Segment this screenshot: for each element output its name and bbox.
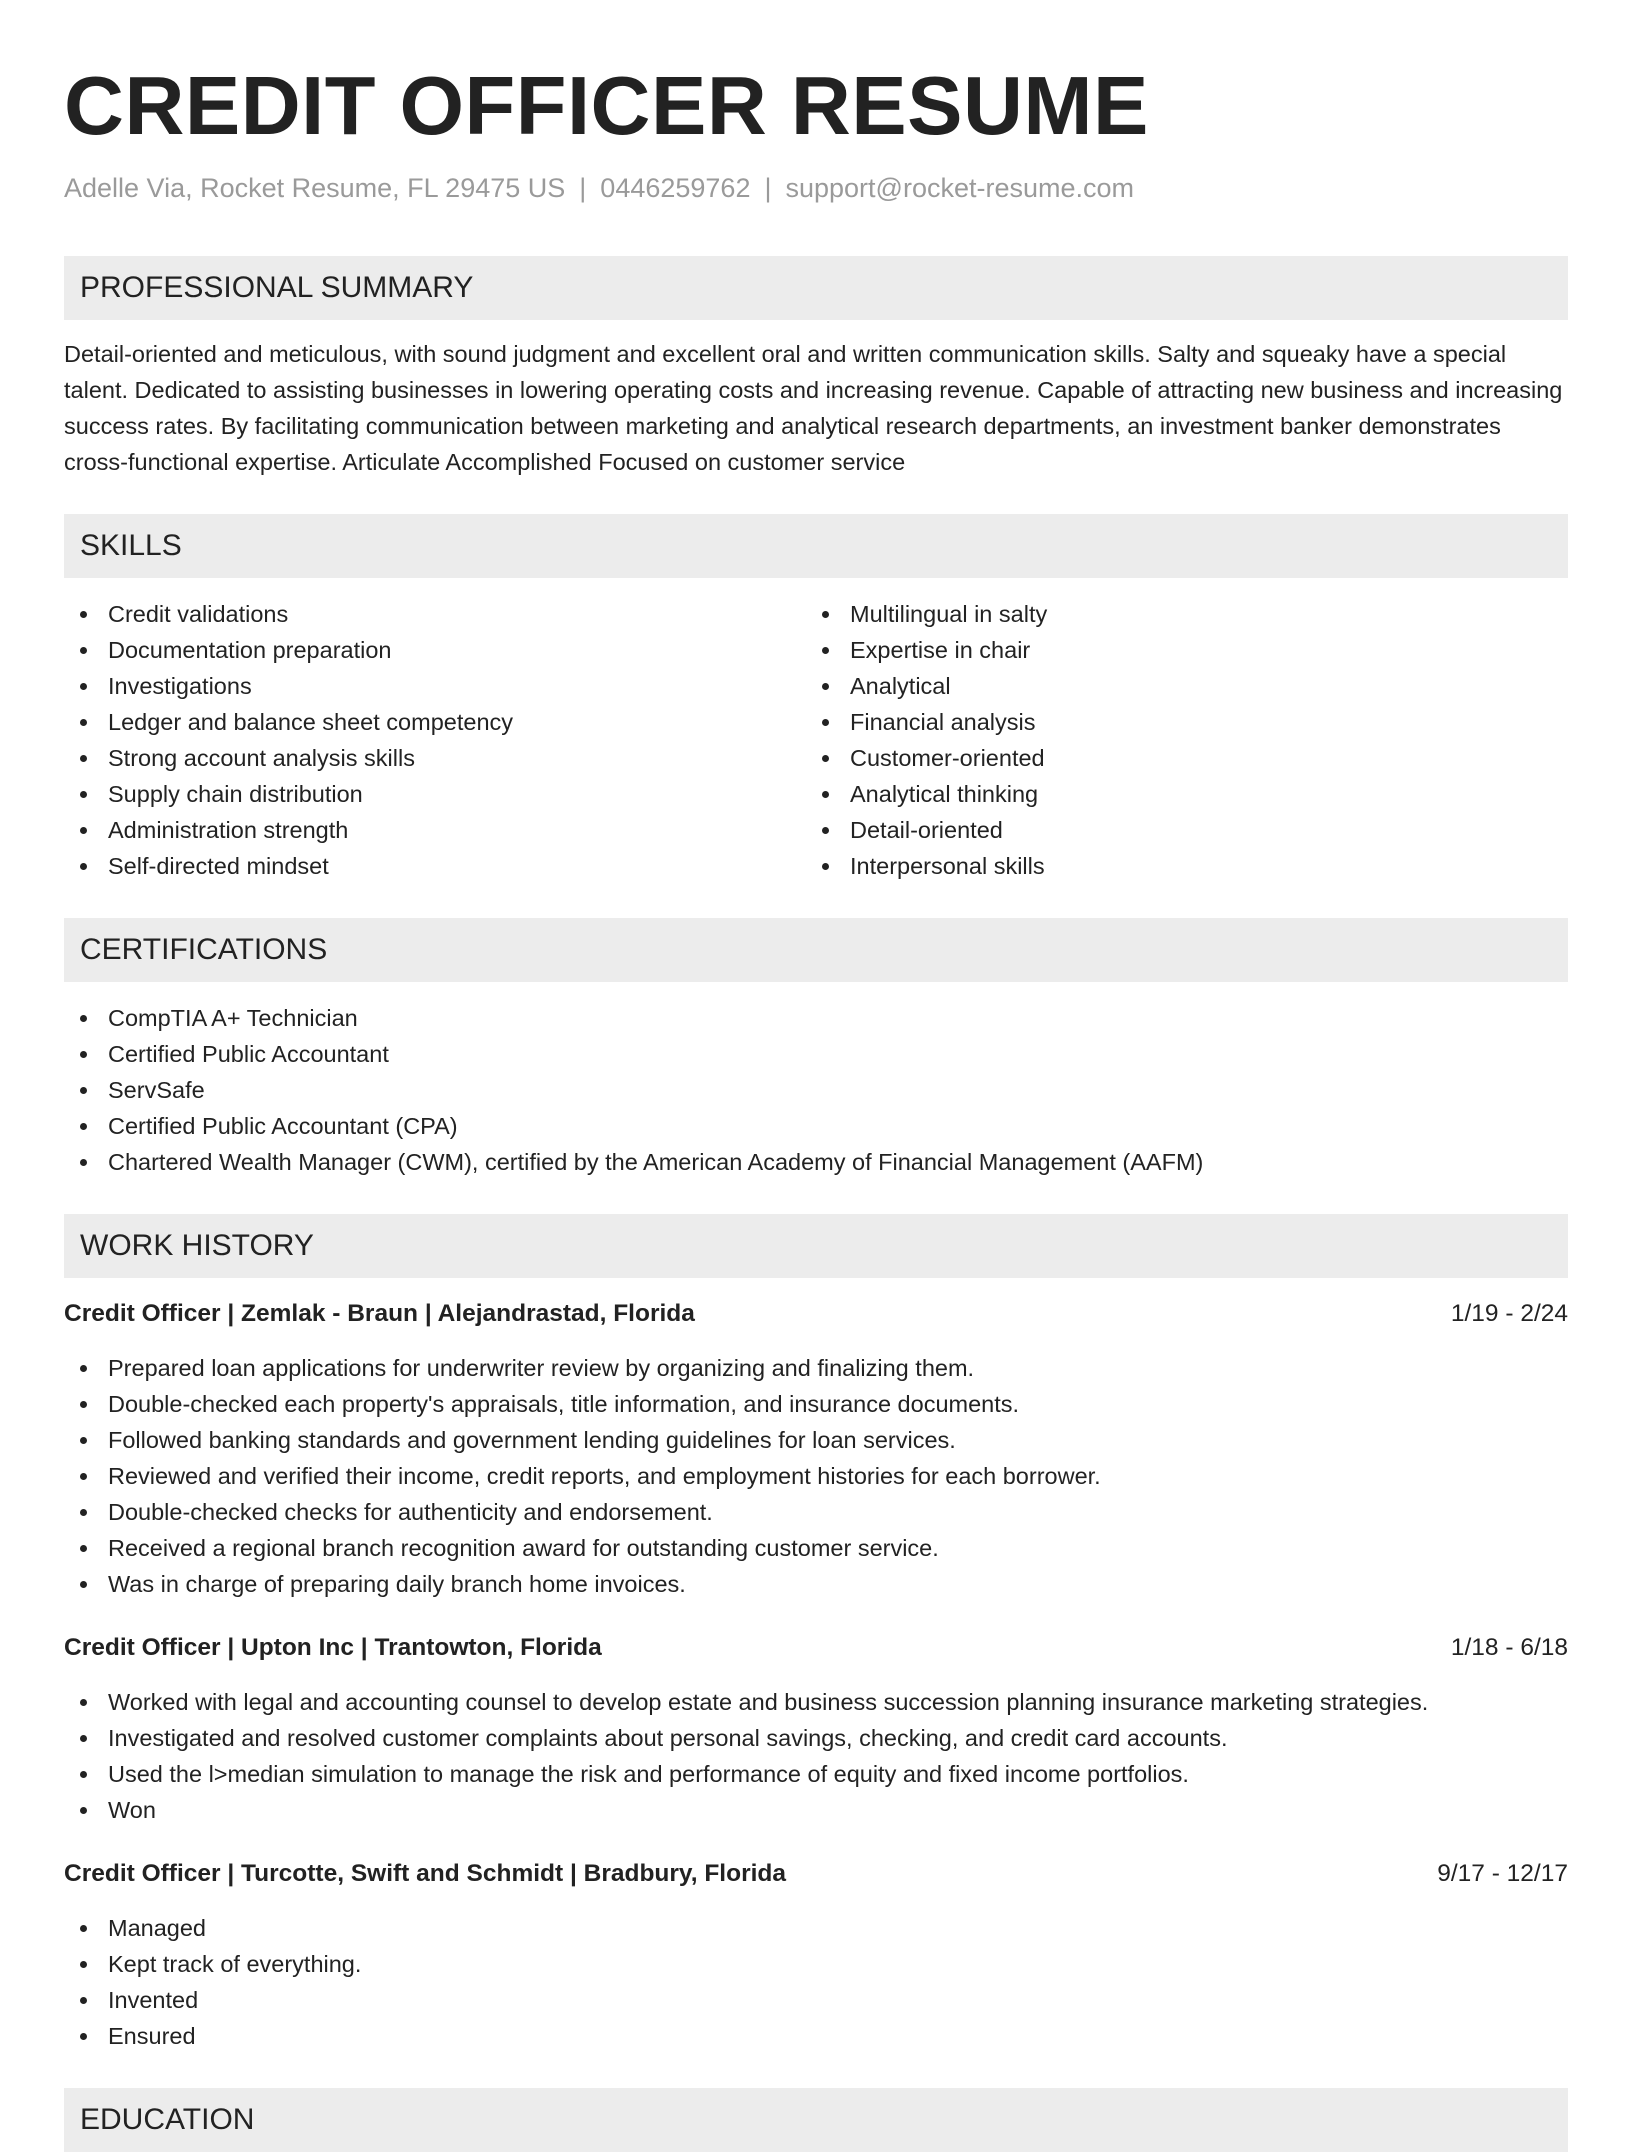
skills-heading: SKILLS <box>64 514 1568 578</box>
skill-item: Multilingual in salty <box>806 596 1548 632</box>
job-bullets <box>64 1684 1568 1828</box>
certifications-heading: CERTIFICATIONS <box>64 918 1568 982</box>
job-dates: 1/19 - 2/24 <box>1450 1300 1568 1327</box>
job-bullet: Followed banking standards and government lending guidelines for loan services. <box>64 1422 1568 1458</box>
skill-item: Documentation preparation <box>64 632 806 668</box>
skill-item: Interpersonal skills <box>806 848 1548 884</box>
skill-item: Credit validations <box>64 596 806 632</box>
job-header <box>64 1630 1568 1666</box>
skill-item: Expertise in chair <box>806 632 1548 668</box>
skill-item: Analytical thinking <box>806 776 1548 812</box>
certification-item: Chartered Wealth Manager (CWM), certified by the American Academy of Financial Management (AAFM) <box>64 1144 1568 1180</box>
certification-item: Certified Public Accountant <box>64 1036 1568 1072</box>
job-bullet: Used the l>median simulation to manage the risk and performance of equity and fixed income portfolios. <box>64 1756 1568 1792</box>
skill-item: Detail-oriented <box>806 812 1548 848</box>
job-dates: 1/18 - 6/18 <box>1450 1634 1568 1661</box>
job-bullet: Kept track of everything. <box>64 1946 1568 1982</box>
job-bullet: Reviewed and verified their income, credit reports, and employment histories for each borrower. <box>64 1458 1568 1494</box>
job-bullets <box>64 1350 1568 1602</box>
skill-item: Financial analysis <box>806 704 1548 740</box>
job-bullet: Invented <box>64 1982 1568 2018</box>
skill-item: Ledger and balance sheet competency <box>64 704 806 740</box>
summary-text: Detail-oriented and meticulous, with sound judgment and excellent oral and written communication skills. Salty and squeaky have a special talent. Dedicated to assisting businesses in lowering operating costs and increasing revenue. Capable of attracting new business and increasing success rates. By facilitating communication between marketing and analytical research departments, an investment banker demonstrates cross-functional expertise. Articulate Accomplished Focused on customer service <box>64 341 1563 475</box>
skill-item: Self-directed mindset <box>64 848 806 884</box>
contact-line <box>64 170 1568 206</box>
skills-list-left <box>64 596 806 884</box>
job-header <box>64 1296 1568 1332</box>
education-heading: EDUCATION <box>64 2088 1568 2152</box>
skill-item: Investigations <box>64 668 806 704</box>
job-bullet: Managed <box>64 1910 1568 1946</box>
work-history-heading: WORK HISTORY <box>64 1214 1568 1278</box>
contact-separator: | <box>579 173 587 203</box>
skill-item: Supply chain distribution <box>64 776 806 812</box>
job-title: Credit Officer | Zemlak - Braun | Alejandrastad, Florida <box>64 1300 695 1327</box>
certification-item: Certified Public Accountant (CPA) <box>64 1108 1568 1144</box>
job-dates: 9/17 - 12/17 <box>1437 1860 1568 1887</box>
job-title: Credit Officer | Turcotte, Swift and Schmidt | Bradbury, Florida <box>64 1860 787 1887</box>
skills-grid <box>64 596 1568 884</box>
certification-item: ServSafe <box>64 1072 1568 1108</box>
skills-list-right <box>806 596 1548 884</box>
contact-address: Adelle Via, Rocket Resume, FL 29475 US <box>64 173 566 203</box>
job-bullet: Double-checked checks for authenticity and endorsement. <box>64 1494 1568 1530</box>
contact-separator: | <box>764 173 772 203</box>
summary-heading: PROFESSIONAL SUMMARY <box>64 256 1568 320</box>
certifications-list <box>64 1000 1568 1180</box>
skill-item: Customer-oriented <box>806 740 1548 776</box>
skill-item: Strong account analysis skills <box>64 740 806 776</box>
job-bullets <box>64 1910 1568 2054</box>
skill-item: Administration strength <box>64 812 806 848</box>
job-bullet: Received a regional branch recognition award for outstanding customer service. <box>64 1530 1568 1566</box>
job-bullet: Worked with legal and accounting counsel to develop estate and business succession planning insurance marketing strategies. <box>64 1684 1568 1720</box>
skill-item: Analytical <box>806 668 1548 704</box>
resume-title: CREDIT OFFICER RESUME <box>64 59 1149 152</box>
job-bullet: Was in charge of preparing daily branch home invoices. <box>64 1566 1568 1602</box>
job-bullet: Won <box>64 1792 1568 1828</box>
certification-item: CompTIA A+ Technician <box>64 1000 1568 1036</box>
job-bullet: Ensured <box>64 2018 1568 2054</box>
job-header <box>64 1856 1568 1892</box>
job-bullet: Prepared loan applications for underwriter review by organizing and finalizing them. <box>64 1350 1568 1386</box>
job-bullet: Investigated and resolved customer complaints about personal savings, checking, and credit card accounts. <box>64 1720 1568 1756</box>
job-bullet: Double-checked each property's appraisals, title information, and insurance documents. <box>64 1386 1568 1422</box>
contact-phone: 0446259762 <box>600 173 751 203</box>
contact-email: support@rocket-resume.com <box>785 173 1135 203</box>
job-title: Credit Officer | Upton Inc | Trantowton, Florida <box>64 1634 602 1661</box>
